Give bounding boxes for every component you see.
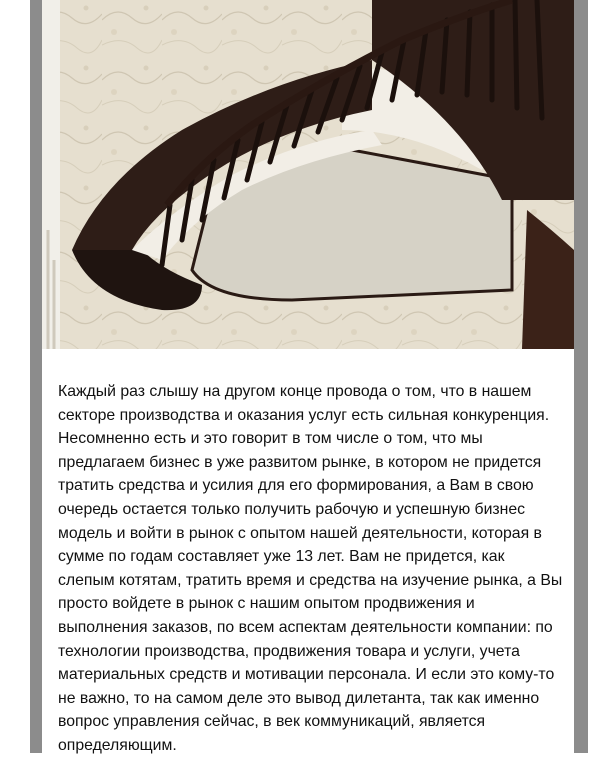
staircase-photo — [42, 0, 574, 349]
article-text: Каждый раз слышу на другом конце провода о том, что в нашем секторе производства и оказания услуг есть сильная конкуренция. Несомненно есть и это говорит в том числе о том, что мы предлагаем бизнес в уже развитом рынке, в котором не придется тратить средства и усилия для его формирования, а Вам в свою очередь остается только получить рабочую и успешную бизнес модель и войти в рынок с опытом нашей деятельности, которая в сумме по годам составляет уже 13 лет. Вам не придется, как слепым котятам, тратить время и средства на изучение рынка, а Вы просто войдете в рынок с нашим опытом продвижения и выполнения заказов, по всем аспектам деятельности компании: по технологии производства, продвижения товара и услуги, учета материальных средств и мотивации персонала. И если это кому-то не важно, то на самом деле это вывод дилетанта, так как именно вопрос управления сейчас, в век коммуникаций, является определяющим. — [58, 383, 563, 754]
staircase-illustration — [42, 0, 574, 349]
